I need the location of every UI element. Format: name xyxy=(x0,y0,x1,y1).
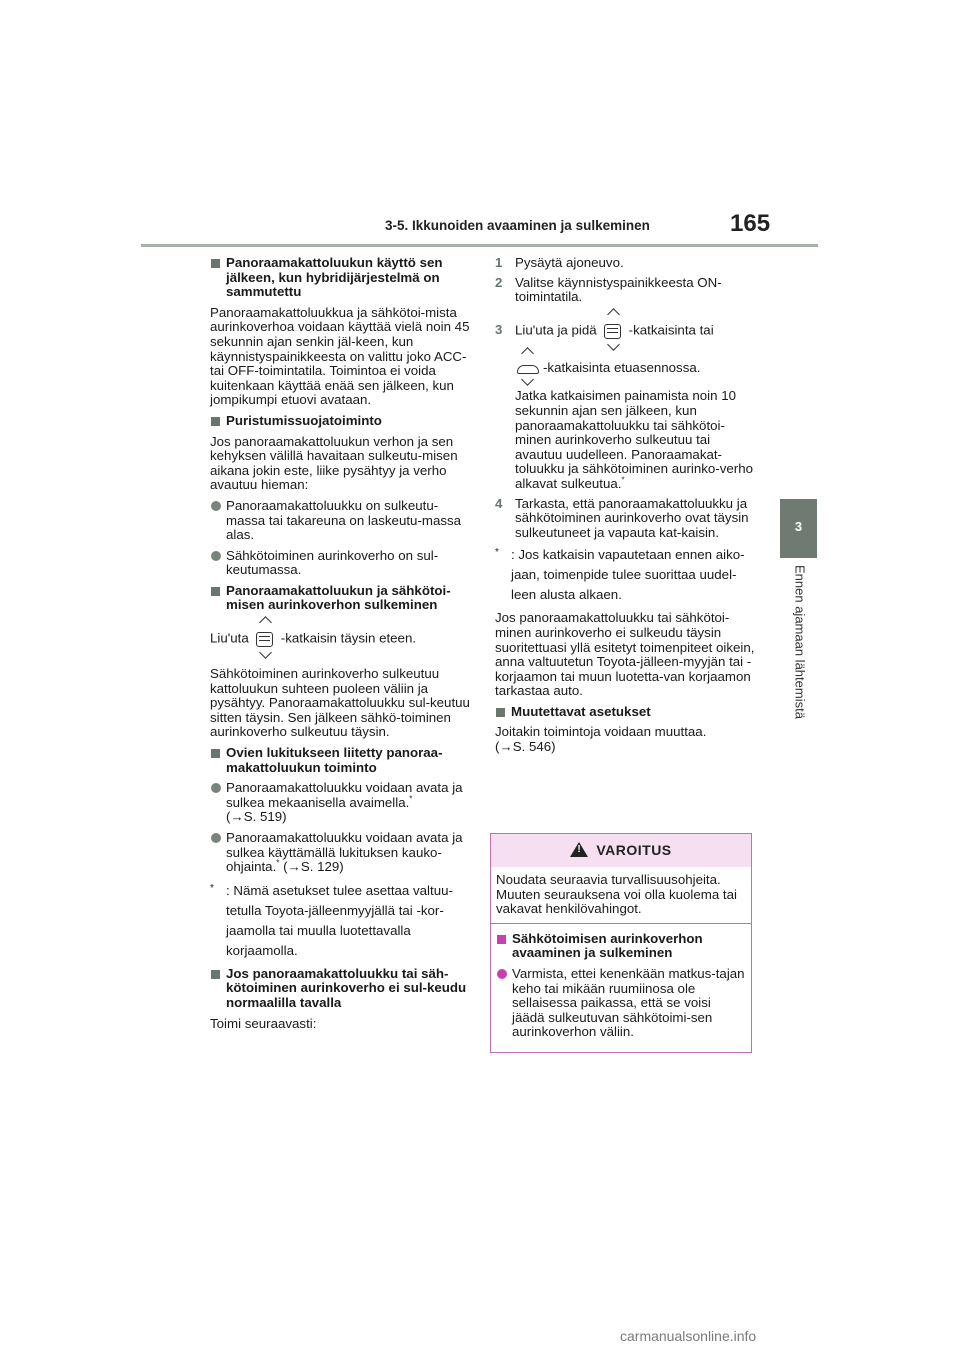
paragraph: Toimi seuraavasti: xyxy=(210,1015,317,1031)
section-title: 3-5. Ikkunoiden avaaminen ja sulkeminen xyxy=(385,218,650,233)
page-number: 165 xyxy=(730,210,771,237)
paragraph: Panoraamakattoluukkua ja sähkötoi-mista aurinkoverhoa voidaan käyttää vielä noin 45 sekunnin ajan senkin jäl-keen, kun käynnistyspainikkeesta on valittu joko ACC- tai OFF-toimintatila. Toimintoa ei voida kuitenkaan käyttää enää sen jälkeen, kun jompikumpi etuovi avataan. xyxy=(210,304,470,408)
step-item: 2 Valitse käynnistyspainikkeesta ON-toimintatila. xyxy=(495,274,722,305)
warning-intro: Noudata seuraavia turvallisuusohjeita. Muuten seurauksena voi olla kuolema tai vakavat henkilövahingot. xyxy=(496,872,737,917)
switch-instruction xyxy=(210,631,472,647)
section-heading: Panoraamakattoluukun käyttö sen jälkeen, kun hybridijärjestelmä on sammutettu xyxy=(210,256,472,300)
paragraph: Jos panoraamakattoluukku tai sähkötoi-minen aurinkoverho ei sulkeudu täysin suoritettuasi yllä esitetyt toimenpiteet oikein, anna valtuutetun Toyota-jälleen-myyjän tai -korjaamon tai muun luotetta-van korjaamon tarkastaa auto. xyxy=(495,610,755,699)
chapter-label: Ennen ajamaan lähtemistä xyxy=(792,565,808,719)
section-heading: Ovien lukitukseen liitetty panoraa-makattoluukun toiminto xyxy=(210,746,472,775)
sunshade-slide-switch-icon xyxy=(601,323,625,339)
bullet-item: Panoraamakattoluukku voidaan avata ja sulkea mekaanisella avaimella.* (→S. 519) xyxy=(210,781,472,825)
section-heading: Jos panoraamakattoluukku tai säh-kötoiminen aurinkoverho ei sul-keudu normaalilla tavalla xyxy=(210,967,472,1011)
paragraph: Sähkötoiminen aurinkoverho sulkeutuu kattoluukun suhteen puoleen väliin ja pysähtyy. Panoraamakattoluukku sul-keutuu sitten täysin. Sen jälkeen sähkö-toiminen aurinkoverho sulkeutuu täysin. xyxy=(210,666,470,740)
step-item: 1 Pysäytä ajoneuvo. xyxy=(495,255,624,270)
left-column xyxy=(210,256,472,1037)
footnote: * : Jos katkaisin vapautetaan ennen aiko-jaan, toimenpide tulee suorittaa uudel-leen alusta alkaen. xyxy=(495,547,745,603)
header-divider xyxy=(141,244,818,247)
step-item: 4 Tarkasta, että panoraamakattoluukku ja sähkötoiminen aurinkoverho ovat täysin sulkeutuneet ja vapauta kat-kaisin. xyxy=(495,495,749,540)
section-heading: Muutettavat asetukset xyxy=(495,705,757,720)
paragraph: Joitakin toimintoja voidaan muuttaa. (→S. 546) xyxy=(495,724,707,755)
watermark-link[interactable]: carmanualsonline.info xyxy=(620,1328,757,1344)
section-heading: Panoraamakattoluukun ja sähkötoi-misen aurinkoverhon sulkeminen xyxy=(210,584,472,613)
warning-box xyxy=(490,833,752,1053)
bullet-item: Panoraamakattoluukku on sulkeutu-massa tai takareuna on laskeutu-massa alas. xyxy=(210,499,472,543)
section-heading: Puristumissuojatoiminto xyxy=(210,414,472,429)
roof-tilt-icon xyxy=(515,361,541,375)
warning-bullet: Varmista, ettei kenenkään matkus-tajan keho tai mikään ruumiinosa ole sellaisessa paikassa, että se voisi jäädä sulkeutuvan sähkötoimi-sen aurinkoverhon väliin. xyxy=(496,967,746,1040)
bullet-item: Sähkötoiminen aurinkoverho on sul-keutumassa. xyxy=(210,549,472,578)
paragraph: Jos panoraamakattoluukun verhon ja sen kehyksen välillä havaitaan sulkeutu-misen aikana jokin este, liike pysähtyy ja verho avautuu hieman: xyxy=(210,433,458,493)
bullet-item: Panoraamakattoluukku voidaan avata ja sulkea käyttämällä lukituksen kauko-ohjainta.* (→S. 129) xyxy=(210,831,472,875)
instruction-pre: Liu'uta xyxy=(210,630,249,646)
step-item: 3 Liu'uta ja pidä -katkaisinta tai -katkaisinta etuasennossa. Jatka katkaisimen painamista noin 10 sekunnin ajan sen jälkeen, kun panoraamakattoluukku tai sähkötoi-minen aurinkoverho sulkeutuu tai avautuu uudelleen. Panoraamakat-toluukku ja sähkötoiminen aurinko-verho alkavat sulkeutua.* xyxy=(495,323,757,492)
warning-title: VAROITUS xyxy=(596,842,672,858)
chapter-number-tab: 3 xyxy=(780,499,817,558)
warning-divider xyxy=(491,923,751,924)
sunshade-slide-switch-icon xyxy=(253,631,277,647)
chapter-label-vertical xyxy=(776,565,824,745)
warning-triangle-icon xyxy=(570,842,588,857)
right-column xyxy=(495,256,757,761)
warning-header xyxy=(491,834,751,867)
instruction-post: -katkaisin täysin eteen. xyxy=(280,630,417,646)
footnote: * : Nämä asetukset tulee asettaa valtuu-tetulla Toyota-jälleenmyyjällä tai -kor-jaamolla tai muulla luotettavalla korjaamolla. xyxy=(210,882,453,958)
warning-section-heading: Sähkötoimisen aurinkoverhon avaaminen ja sulkeminen xyxy=(496,932,746,961)
